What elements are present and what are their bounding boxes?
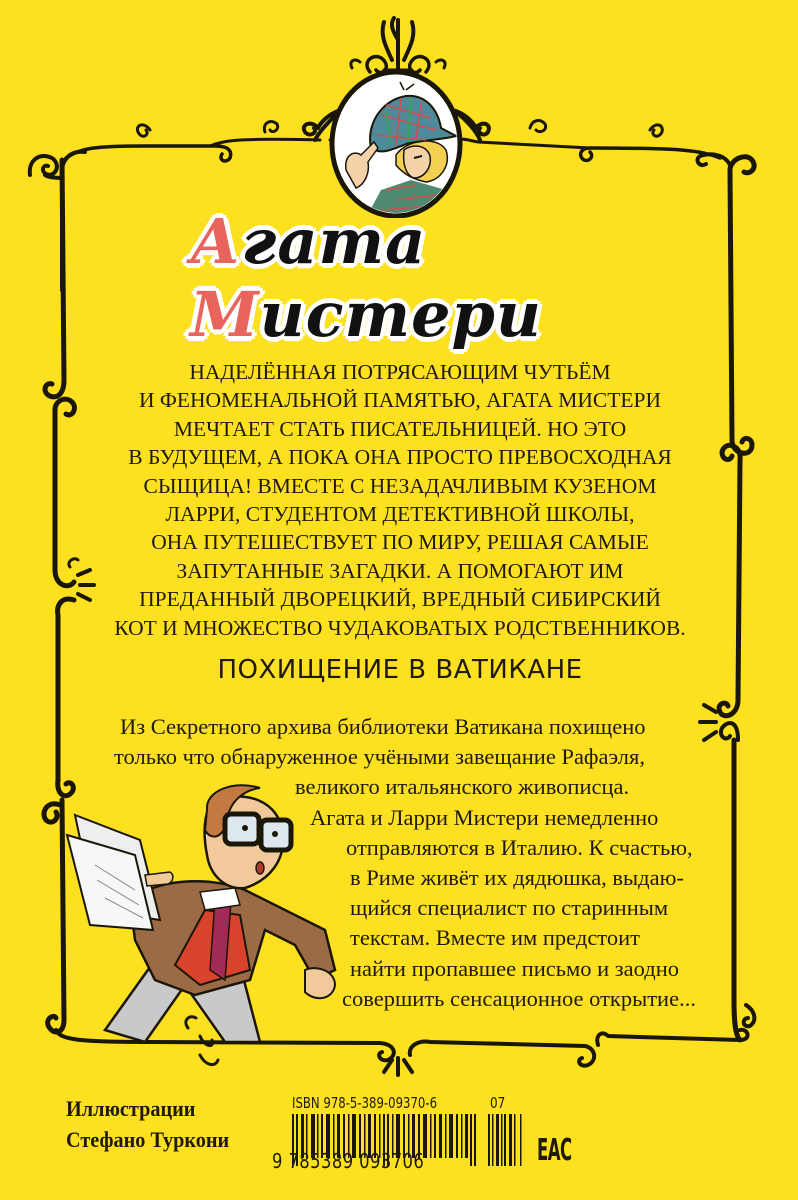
isbn-addon: 07 (490, 1094, 506, 1112)
blurb-line: ЗАПУТАННЫЕ ЗАГАДКИ. А ПОМОГАЮТ ИМ (176, 558, 624, 583)
story-line: щийся специалист по старинным (350, 895, 669, 921)
blurb-line: И ФЕНОМЕНАЛЬНОЙ ПАМЯТЬЮ, АГАТА МИСТЕРИ (138, 388, 662, 413)
blurb-line: ЛАРРИ, СТУДЕНТОМ ДЕТЕКТИВНОЙ ШКОЛЫ, (165, 502, 635, 527)
story-line: отправляются в Италию. К счастью, (346, 834, 693, 860)
story-line: великого итальянского живописца. (295, 774, 630, 800)
series-blurb (110, 358, 690, 642)
blurb-line: ПРЕДАННЫЙ ДВОРЕЦКИЙ, ВРЕДНЫЙ СИБИРСКИЙ (139, 587, 661, 612)
blurb-line: В БУДУЩЕМ, А ПОКА ОНА ПРОСТО ПРЕВОСХОДНАЯ (128, 445, 672, 470)
blurb-line: СЫЩИЦА! ВМЕСТЕ С НЕЗАДАЧЛИВЫМ КУЗЕНОМ (143, 473, 657, 498)
series-logo (190, 205, 620, 351)
isbn-label: ISBN 978-5-389-09370-6 (292, 1094, 438, 1112)
series-logo-text (190, 205, 620, 351)
logo-word2: истери (259, 278, 542, 351)
story-line: в Риме живёт их дядюшка, выдаю- (350, 865, 684, 891)
isbn-barcode (272, 1094, 532, 1174)
blurb-line: ОНА ПУТЕШЕСТВУЕТ ПО МИРУ, РЕШАЯ САМЫЕ (151, 530, 649, 555)
logo-capital-a: А (190, 205, 242, 278)
story-line: только что обнаруженное учёными завещание Рафаэля, (114, 744, 645, 770)
book-title: ПОХИЩЕНИЕ В ВАТИКАНЕ (217, 655, 583, 685)
logo-word1: гата (241, 205, 427, 278)
blurb-line: МЕЧТАЕТ СТАТЬ ПИСАТЕЛЬНИЦЕЙ. НО ЭТО (173, 416, 627, 441)
blurb-line: КОТ И МНОЖЕСТВО ЧУДАКОВАТЫХ РОДСТВЕННИКОВ. (114, 615, 686, 640)
logo-capital-m: М (190, 278, 260, 351)
story-line: совершить сенсационное открытие... (342, 985, 696, 1011)
story-synopsis (110, 712, 710, 1014)
barcode-digits: 9 785389 093706 (272, 1149, 425, 1173)
illustrator-credit (66, 1093, 229, 1155)
eac-certification-mark: ЕАС (537, 1133, 572, 1168)
blurb-line: НАДЕЛЁННАЯ ПОТРЯСАЮЩИМ ЧУТЬЁМ (189, 360, 611, 384)
agatha-portrait-icon (326, 70, 466, 218)
story-line: Из Секретного архива библиотеки Ватикана похищено (120, 714, 646, 739)
story-line: текстам. Вместе им предстоит (350, 925, 640, 951)
story-line: Агата и Ларри Мистери немедленно (310, 804, 659, 830)
credit-label: Иллюстрации (66, 1096, 196, 1121)
story-line: найти пропавшее письмо и заодно (350, 955, 680, 981)
credit-name: Стефано Туркони (66, 1127, 230, 1152)
